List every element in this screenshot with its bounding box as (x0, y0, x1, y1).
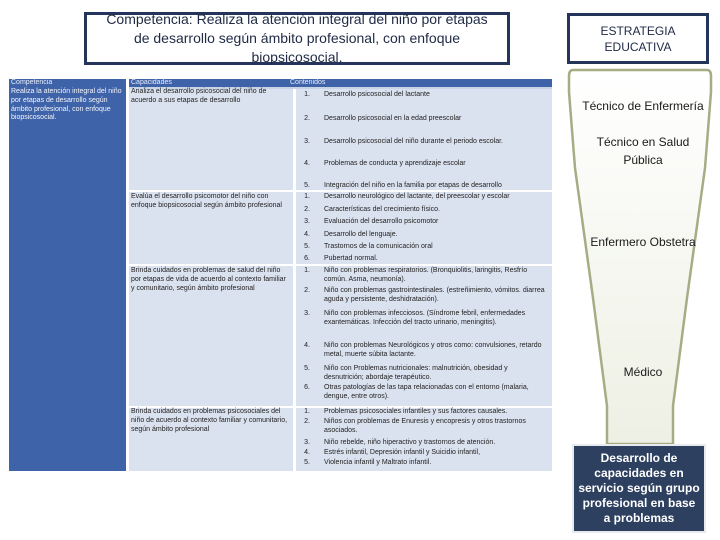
header-competencia: Competencia (11, 79, 53, 86)
item-number: 2. (304, 287, 310, 294)
role-enfermero-obstetra: Enfermero Obstetra (590, 235, 696, 249)
contenido-item (296, 193, 552, 202)
contenido-item (296, 91, 552, 100)
item-text: Desarrollo psicosocial del niño durante el periodo escolar. (324, 138, 503, 145)
item-number: 6. (304, 384, 310, 391)
item-text: Evaluación del desarrollo psicomotor (324, 218, 439, 225)
item-text: Desarrollo psicosocial en la edad preescolar (324, 115, 462, 122)
contenido-item (296, 218, 552, 227)
item-number: 1. (304, 267, 310, 274)
item-number: 5. (304, 243, 310, 250)
item-number: 2. (304, 206, 310, 213)
estrategia-educativa-box: ESTRATEGIA EDUCATIVA (567, 13, 709, 64)
item-number: 4. (304, 160, 310, 167)
item-number: 3. (304, 310, 310, 317)
contenido-item (296, 287, 552, 304)
contenido-item (296, 231, 552, 240)
item-number: 1. (304, 91, 310, 98)
desarrollo-capacidades-box: Desarrollo de capacidades en servicio según grupo profesional en base a problemas (572, 444, 706, 533)
item-number: 3. (304, 138, 310, 145)
row-divider (129, 264, 552, 266)
item-text: Otras patologías de las tapa relacionadas con el entorno (malaria, dengue, entre otros). (324, 384, 529, 400)
item-text: Desarrollo del lenguaje. (324, 231, 398, 238)
contenido-item (296, 182, 552, 191)
item-number: 3. (304, 218, 310, 225)
role-tecnico-enfermeria: Técnico de Enfermería (582, 99, 704, 113)
capacidad-2: Evalúa el desarrollo psicomotor del niño con enfoque biopsicosocial según ámbito profesional (131, 193, 282, 209)
item-number: 4. (304, 449, 310, 456)
role-tecnico-salud-publica: Técnico en Salud Pública (596, 135, 690, 167)
item-text: Desarrollo psicosocial del lactante (324, 91, 430, 98)
item-number: 3. (304, 439, 310, 446)
item-text: Niño con Problemas nutricionales: malnutrición, obesidad y desnutrición; abordaje terapéutico. (324, 365, 508, 381)
item-text: Estrés infantil, Depresión infantil y Suicidio infantil, (324, 449, 481, 456)
contenido-item (296, 160, 552, 169)
item-text: Problemas de conducta y aprendizaje escolar (324, 160, 466, 167)
item-text: Niño con problemas respiratorios. (Bronquiolitis, laringitis, Resfrío común. Asma, neumonía). (324, 267, 528, 283)
contenido-item (296, 138, 552, 147)
funnel-outline (569, 70, 711, 444)
item-number: 1. (304, 408, 310, 415)
header-contenidos: Contenidos (290, 79, 326, 86)
item-text: Desarrollo neurológico del lactante, del preescolar y escolar (324, 193, 510, 200)
item-number: 1. (304, 193, 310, 200)
competencia-title: Competencia: Realiza la atención integral del niño por etapas de desarrollo según ámbito profesional, con enfoque biopsicosocial. (84, 12, 510, 65)
capacidad-1: Analiza el desarrollo psicosocial del niño de acuerdo a sus etapas de desarrollo (131, 88, 267, 104)
item-text: Niño con problemas gastrointestinales. (estreñimiento, vómitos. diarrea aguda y persistente, deshidratación). (324, 287, 545, 303)
item-number: 5. (304, 182, 310, 189)
contenido-item (296, 418, 552, 435)
item-number: 4. (304, 342, 310, 349)
header-capacidades: Capacidades (131, 79, 172, 86)
item-text: Niños con problemas de Enuresis y encopresis y otros trastornos asociados. (324, 418, 526, 434)
item-number: 4. (304, 231, 310, 238)
item-text: Integración del niño en la familia por etapas de desarrollo (324, 182, 502, 189)
header-strip (129, 79, 552, 87)
item-text: Niño con problemas Neurológicos y otros como: convulsiones, retardo metal, muerte súbita lactante. (324, 342, 542, 358)
item-text: Niño rebelde, niño hiperactivo y trastornos de atención. (324, 439, 496, 446)
contenido-item (296, 449, 552, 458)
contenido-item (296, 459, 552, 468)
item-text: Niño con problemas infecciosos. (Síndrome febril, enfermedades exantemáticas. Infección del tracto urinario, meningitis). (324, 310, 526, 326)
item-number: 6. (304, 255, 310, 262)
contenido-item (296, 439, 552, 448)
competencia-text: Realiza la atención integral del niño por etapas de desarrollo según ámbito profesional, con enfoque biopsicosocial. (11, 88, 122, 122)
item-text: Violencia infantil y Maltrato infantil. (324, 459, 432, 466)
funnel-shape (565, 68, 715, 468)
item-text: Problemas psicosociales infantiles y sus factores causales. (324, 408, 508, 415)
item-text: Características del crecimiento físico. (324, 206, 440, 213)
item-number: 2. (304, 418, 310, 425)
contenido-item (296, 115, 552, 124)
contenido-item (296, 365, 552, 382)
contenido-item (296, 255, 552, 264)
capacidad-4: Brinda cuidados en problemas psicosociales del niño de acuerdo al contexto familiar y comunitario, según ámbito profesional (131, 408, 288, 433)
competencia-column (9, 79, 126, 471)
contenido-item (296, 310, 552, 327)
item-number: 2. (304, 115, 310, 122)
contenido-item (296, 408, 552, 417)
item-number: 5. (304, 365, 310, 372)
contenido-item (296, 384, 552, 401)
role-medico: Médico (623, 365, 663, 379)
item-text: Pubertad normal. (324, 255, 378, 262)
item-number: 5. (304, 459, 310, 466)
contenido-item (296, 243, 552, 252)
item-text: Trastornos de la comunicación oral (324, 243, 433, 250)
contenido-item (296, 342, 552, 359)
contenido-item (296, 206, 552, 215)
contenido-item (296, 267, 552, 284)
capacidad-3: Brinda cuidados en problemas de salud del niño por etapas de vida de acuerdo al contexto familiar y comunitario, según ámbito profesional (131, 267, 286, 292)
